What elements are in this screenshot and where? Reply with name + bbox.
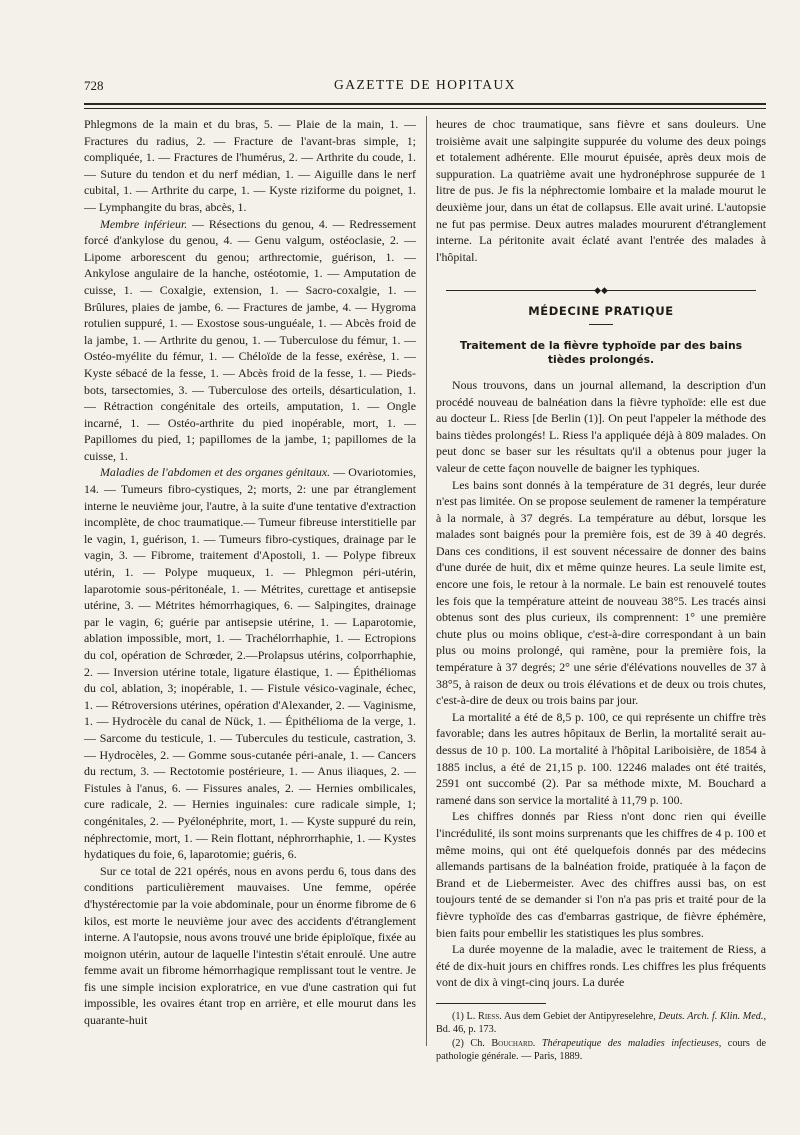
footnotes (436, 1010, 766, 1064)
paragraph-text: — Résections du genou, 4. — Redressement forcé d'ankylose du genou, 4. — Genu valgum, ostéoclasie, 2. — Lipome arborescent du genou; arthrectomie, guérison, 1. — Ankylose angulaire de la hanche, ostéotomie, 1. — Amputation de cuisse, 1. — Coxalgie, extension, 1. — Sacro-coxalgie, 1. — Brûlures, plaies de jambe, 6. — Fractures de jambe, 4. — Hygroma rotulien suppuré, 1. — Exostose sous-unguéale, 1. — Abcès froid de la jambe, 1. — Arthrite du genou, 1. — Tuberculose du fémur, 1. — Ostéo-myélite du fémur, 1. — Chéloïde de la fesse, exérèse, 1. — Kyste sébacé de la fesse, 1. — Abcès froid de la fesse, 1. — Pieds-bots, tarsectomies, 3. — Tuberculose des orteils, désarticulation, 1. — Rétraction congénitale des orteils, amputation, 1. — Ongle incarné, 1. — Ostéo-arthrite du pied inopérable, mort, 1. — Papillomes du pied, 1; papillomes de la jambe, 1; papillomes de la cuisse, 1. (84, 216, 416, 463)
page-header (84, 76, 766, 98)
paragraph: Les bains sont donnés à la température de 31 degrés, leur durée n'est pas limitée. On se propose seulement de ramener la température à la normale, à 37 degrés. La température au début, lorsque les malades sont baignés pour la première fois, est de 39 à 40 degrés. Dans ces conditions, il est souvent nécessaire de donner des bains d'une durée de huit, dix et même quinze heures. La seule limite est, encore une fois, le retour à la normale. Le bain est renouvelé toutes les fois que la température atteint de nouveau 38°5. Les tracés ainsi obtenus sont des plus curieux, ils comprennent: 1° une première chute plus ou moins oblique, c'est-à-dire correspondant à un bain plus ou moins prolongé, qui ramène, pour la première fois, la température à 37 degrés; 2° une série d'élévations nouvelles de 37 à 38°5, à raison de deux ou trois élévations et de deux ou trois chutes, c'est-à-dire de deux ou trois bains par jour. (436, 477, 766, 708)
paragraph: Phlegmons de la main et du bras, 5. — Plaie de la main, 1. — Fractures du radius, 2. — Fracture de l'avant-bras simple, 1; compliquée, 1. — Fractures de l'humérus, 2. — Arthrite du coude, 1. — Suture du tendon et du nerf médian, 1. — Aiguille dans le nerf cubital, 1. — Arthrite du carpe, 1. — Kyste riziforme du poignet, 1. — Lymphangite du bras, abcès, 1. (84, 117, 416, 214)
footnote: (1) L. Riess. Aus dem Gebiet der Antipyreselehre, Deuts. Arch. f. Klin. Med., Bd. 46, p. 173. (436, 1010, 766, 1036)
paragraph: Nous trouvons, dans un journal allemand, la description d'un procédé nouveau de balnéation dans la fièvre typhoïde: elle est due au docteur L. Riess [de Berlin (1)]. On peut l'appeler la méthode des bains tièdes prolongés! L. Riess l'a appliquée déjà à 809 malades. On peut donc se baser sur les résultats qu'il a obtenus pour juger la valeur de cette façon nouvelle de baigner les typhiques. (436, 377, 766, 475)
footnote-rule (436, 1003, 546, 1004)
section-title: MÉDECINE PRATIQUE (528, 304, 674, 319)
section-label: Membre inférieur. (100, 216, 188, 231)
journal-title: GAZETTE DE HOPITAUX (334, 77, 516, 92)
title-rule (589, 324, 613, 325)
paragraph (84, 464, 416, 862)
article-title: Traitement de la fièvre typhoïde par des bains tièdes prolongés. (459, 338, 743, 366)
left-column (84, 116, 416, 1029)
paragraph: Sur ce total de 221 opérés, nous en avons perdu 6, tous dans des conditions particulièrement mauvaises. Une femme, opérée d'hystérectomie par la voie abdominale, pour un énorme fibrome de 6 kilos, est morte le neuvième jour avec des accidents d'étranglement interne. A l'autopsie, nous avons trouvé une bride épiploïque, fixée au moignon utérin, autour de laquelle l'intestin s'était enroulé. Une autre femme avait un fibrome hémorrhagique remplissant tout le ventre. Je fis une simple incision exploratrice, en vue d'une castration qui fut impossible, les ovaires étant trop en arrière, et elle mourut dans les quarante-huit (84, 863, 416, 1028)
paragraph: La durée moyenne de la maladie, avec le traitement de Riess, a été de dix-huit jours en chiffres ronds. Les chiffres les plus fréquents vont de dix à vingt-cinq jours. La durée (436, 942, 766, 990)
paragraph: heures de choc traumatique, sans fièvre et sans douleurs. Une troisième avait une salpingite suppurée du volume des deux poings et totalement adhérente. Elle mourut épuisée, après deux mois de suppuration. La quatrième avait une hydronéphrose suppurée de 1 litre de pus. Je fis la néphrectomie lombaire et la malade mourut le deuxième jour, dans un état de collapsus. Elle avait uriné. L'autopsie ne fut pas permise. Deux autres malades moururent d'étranglement interne. La péritonite avait éclaté avant l'entrée des malades à l'hôpital. (436, 117, 766, 264)
paragraph-text: — Ovariotomies, 14. — Tumeurs fibro-cystiques, 2; morts, 2: une par étranglement interne le neuvième jour, l'autre, à la suite d'une tentative d'extraction incomplète, de choc traumatique.— Tumeur fibreuse interstitielle par le vagin, 1, guérison, 1. — Tumeurs fibro-cystiques, drainage par le vagin, 3. — Fibrome, traitement d'Apostoli, 1. — Polype fibreux utérin, 1. — Polype muqueux, 1. — Phlegmon péri-utérin, laparotomie sous-péritonéale, 1. — Métrites, curettage et antisepsie utérine, 3. — Métrites hémorrhagiques, 6. — Salpingites, drainage par le vagin, 6; guérie par antisepsie utérine, 1. — Laparotomie, ablation impossible, mort, 1. — Trachélorrhaphie, 1. — Ectropions du col, opération de Schrœder, 2.—Prolapsus utérins, colporrhaphie, 2. — Inversion utérine totale, ligature élastique, 1. — Épithéliomas du col, ablation, 3; inopérable, 1. — Fistule vésico-vaginale, échec, 1. — Rétroversions utérines, opération d'Alexander, 2. — Vaginisme, 1. — Hydrocèle du canal de Nück, 1. — Épithélioma de la verge, 1. — Sarcome du testicule, 1. — Tubercules du testicule, castration, 3. — Hydrocèles, 2. — Gomme sous-cutanée péri-anale, 1. — Cancers du rectum, 3. — Rectotomie postérieure, 1. — Anus iliaques, 2. — Fistules à l'anus, 6. — Fissures anales, 2. — Hernies ombilicales, cure radicale, 2. — Hernies inguinales: cure radicale simple, 1; congénitales, 2. — Pyélonéphrite, mort, 1. — Kyste suppuré du rein, néphrectomie, mort, 1. — Rein flottant, néphrorrhaphie, 1. — Kystes hydatiques du foie, 6, laparotomie; guéris, 6. (84, 465, 416, 862)
paragraph: La mortalité a été de 8,5 p. 100, ce qui représente un chiffre très favorable; dans les autres hôpitaux de Berlin, la mortalité serait au-dessus de 10 p. 100. La mortalité à l'hôpital Lariboisière, de 1854 à 1885 inclus, a été de 21,15 p. 100. 12246 malades ont été traités, 2591 ont succombé (2). Par sa méthode mixte, M. Bouchard a ramené dans son service la mortalité à 11,79 p. 100. (436, 709, 766, 807)
right-column (436, 116, 766, 1064)
header-rule-thick (84, 103, 766, 105)
paragraph: Les chiffres donnés par Riess n'ont donc rien qui éveille l'incrédulité, ils sont moins surprenants que les chiffres de 4 p. 100 et même moins, qui ont été quelquefois donnés par des médecins allemands partisans de la balnéation froide, pratiquée à la façon de Brand et de Liebermeister. Avec des chiffres aussi bas, on est toujours tenté de se demander si l'on n'a pas pris et traité pour de la fièvre typhoïde des cas d'embarras gastrique, de fièvre éphémère, bien faits pour embellir les statistiques les plus sombres. (436, 809, 766, 940)
column-divider (426, 116, 427, 1046)
ornament-icon: ◆◆ (594, 285, 608, 296)
paragraph (84, 216, 416, 465)
section-label: Maladies de l'abdomen et des organes génitaux. (100, 465, 331, 480)
footnote: (2) Ch. Bouchard. Thérapeutique des maladies infectieuses, cours de pathologie générale. — Paris, 1889. (436, 1037, 767, 1063)
section-ornament (436, 281, 766, 296)
page-number: 728 (84, 78, 104, 93)
header-rule-thin (84, 108, 766, 109)
